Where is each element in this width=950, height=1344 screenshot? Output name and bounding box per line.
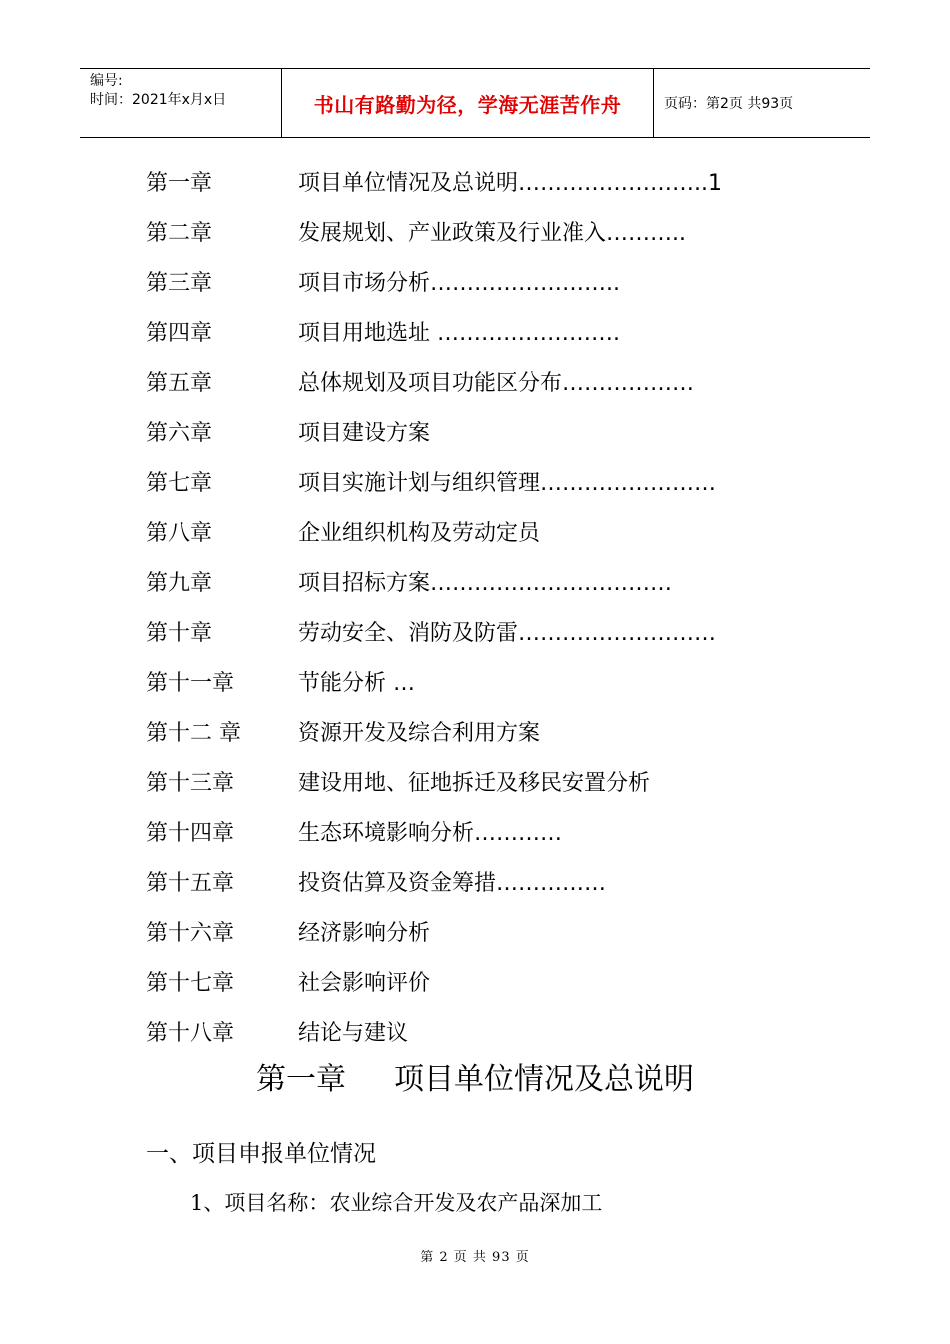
toc-chapter-title: 发展规划、产业政策及行业准入……….. <box>298 221 686 246</box>
toc-entry <box>146 564 846 614</box>
toc-chapter-title: 资源开发及综合利用方案 <box>298 721 541 746</box>
chapter-heading <box>0 1058 950 1102</box>
toc-chapter-number: 第十四章 <box>146 821 235 846</box>
toc-chapter-title: 投资估算及资金筹措…………… <box>298 871 607 896</box>
toc-chapter-title: 劳动安全、消防及防雷……………………… <box>298 621 717 646</box>
toc-entry <box>146 314 846 364</box>
toc-chapter-number: 第十七章 <box>146 971 235 996</box>
toc-chapter-title: 社会影响评价 <box>298 971 431 996</box>
toc-chapter-number: 第十八章 <box>146 1021 235 1046</box>
toc-entry <box>146 264 846 314</box>
page-footer: 第 2 页 共 93 页 <box>420 1250 530 1265</box>
toc-entry <box>146 364 846 414</box>
toc-chapter-number: 第八章 <box>146 521 213 546</box>
document-number-label: 编号: <box>90 73 123 89</box>
toc-chapter-number: 第六章 <box>146 421 213 446</box>
toc-chapter-title: 项目市场分析…………………….. <box>298 271 620 296</box>
toc-chapter-title: 节能分析 … <box>298 671 415 696</box>
toc-entry <box>146 514 846 564</box>
toc-entry <box>146 1014 846 1064</box>
toc-chapter-title: 项目用地选址 ……………………. <box>298 321 620 346</box>
header-meta <box>80 69 282 137</box>
toc-chapter-number: 第二章 <box>146 221 213 246</box>
toc-chapter-title: 结论与建议 <box>298 1021 409 1046</box>
toc-entry <box>146 714 846 764</box>
toc-entry <box>146 614 846 664</box>
toc-chapter-title: 经济影响分析 <box>298 921 431 946</box>
toc-chapter-title: 企业组织机构及劳动定员 <box>298 521 541 546</box>
page-header <box>80 68 870 138</box>
project-name-line: 1、项目名称：农业综合开发及农产品深加工 <box>190 1191 603 1215</box>
chapter-heading-title: 项目单位情况及总说明 <box>394 1062 694 1097</box>
toc-entry <box>146 814 846 864</box>
toc-chapter-number: 第十二 章 <box>146 721 241 746</box>
header-motto: 书山有路勤为径，学海无涯苦作舟 <box>282 69 654 137</box>
toc-chapter-number: 第十五章 <box>146 871 235 896</box>
document-date: 时间：2021年x月x日 <box>90 92 227 108</box>
toc-chapter-number: 第四章 <box>146 321 213 346</box>
toc-entry <box>146 914 846 964</box>
toc-entry <box>146 764 846 814</box>
toc-chapter-title: 项目实施计划与组织管理…………………… <box>298 471 717 496</box>
toc-entry <box>146 964 846 1014</box>
toc-entry <box>146 664 846 714</box>
table-of-contents <box>146 164 846 1064</box>
toc-chapter-number: 第一章 <box>146 171 213 196</box>
toc-chapter-title: 总体规划及项目功能区分布……………… <box>298 371 695 396</box>
chapter-heading-number: 第一章 <box>256 1062 346 1097</box>
toc-entry <box>146 864 846 914</box>
header-page-info: 页码：第2页 共93页 <box>664 96 794 112</box>
toc-entry <box>146 414 846 464</box>
toc-chapter-number: 第五章 <box>146 371 213 396</box>
toc-entry <box>146 464 846 514</box>
toc-chapter-number: 第十章 <box>146 621 213 646</box>
section-heading: 一、项目申报单位情况 <box>146 1141 376 1167</box>
toc-chapter-number: 第七章 <box>146 471 213 496</box>
toc-chapter-title: 项目建设方案 <box>298 421 431 446</box>
toc-entry <box>146 164 846 214</box>
toc-chapter-number: 第十一章 <box>146 671 235 696</box>
toc-chapter-title: 项目招标方案…………………………… <box>298 571 673 596</box>
toc-chapter-number: 第三章 <box>146 271 213 296</box>
toc-chapter-title: 生态环境影响分析………… <box>298 821 563 846</box>
toc-chapter-number: 第九章 <box>146 571 213 596</box>
toc-chapter-title: 项目单位情况及总说明……………………..1 <box>298 171 722 196</box>
toc-entry <box>146 214 846 264</box>
toc-chapter-number: 第十三章 <box>146 771 235 796</box>
toc-chapter-number: 第十六章 <box>146 921 235 946</box>
toc-chapter-title: 建设用地、征地拆迁及移民安置分析 <box>298 771 651 796</box>
